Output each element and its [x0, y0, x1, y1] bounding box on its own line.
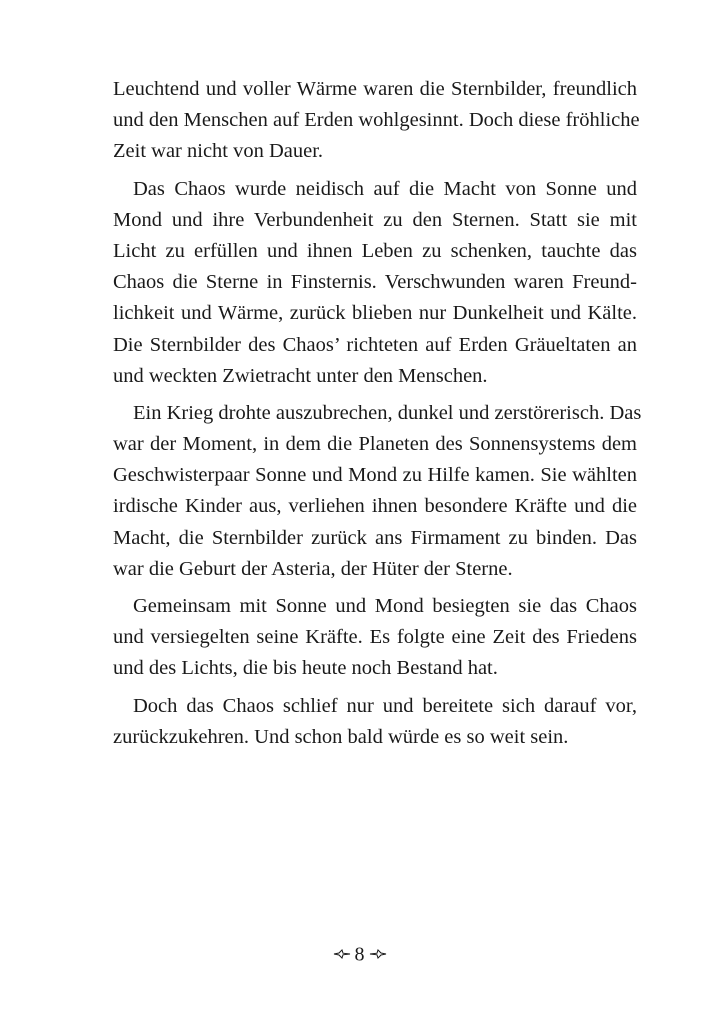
- body-text: [113, 74, 642, 753]
- text-line: war der Moment, in dem die Planeten des Sonnensystems dem: [113, 433, 637, 456]
- text-line: irdische Kinder aus, verliehen ihnen besondere Kräfte und die: [113, 495, 637, 518]
- paragraph-2: [113, 174, 637, 392]
- star-ornament-icon: [369, 947, 387, 961]
- text-line: und weckten Zwietracht unter den Menschen.: [113, 364, 488, 387]
- paragraph-3: [113, 398, 642, 585]
- page-folio: [0, 938, 719, 969]
- text-line: und den Menschen auf Erden wohlgesinnt. Doch diese fröhliche: [113, 109, 640, 132]
- text-line: und des Lichts, die bis heute noch Bestand hat.: [113, 657, 498, 680]
- paragraph-1: [113, 74, 640, 168]
- text-line: Doch das Chaos schlief nur und bereitete sich darauf vor,: [133, 694, 637, 717]
- text-line: Zeit war nicht von Dauer.: [113, 140, 324, 163]
- page-number: 8: [354, 943, 365, 966]
- text-line: lichkeit und Wärme, zurück blieben nur Dunkelheit und Kälte.: [113, 302, 637, 325]
- paragraph-5: [113, 691, 637, 753]
- text-line: Das Chaos wurde neidisch auf die Macht von Sonne und: [133, 177, 637, 200]
- paragraph-4: [113, 591, 637, 685]
- star-ornament-icon: [333, 947, 351, 961]
- text-line: Chaos die Sterne in Finsternis. Verschwunden waren Freund-: [113, 271, 637, 294]
- text-line: Geschwisterpaar Sonne und Mond zu Hilfe kamen. Sie wählten: [113, 464, 637, 487]
- text-line: Licht zu erfüllen und ihnen Leben zu schenken, tauchte das: [113, 239, 637, 262]
- text-line: Die Sternbilder des Chaos’ richteten auf Erden Gräueltaten an: [113, 333, 637, 356]
- text-line: Mond und ihre Verbundenheit zu den Sternen. Statt sie mit: [113, 208, 637, 231]
- text-line: Macht, die Sternbilder zurück ans Firmament zu binden. Das: [113, 526, 637, 549]
- text-line: und versiegelten seine Kräfte. Es folgte eine Zeit des Friedens: [113, 626, 637, 649]
- text-line: zurückzukehren. Und schon bald würde es so weit sein.: [113, 725, 569, 748]
- text-line: war die Geburt der Asteria, der Hüter der Sterne.: [113, 557, 513, 580]
- text-line: Gemeinsam mit Sonne und Mond besiegten sie das Chaos: [133, 595, 637, 617]
- text-line: Ein Krieg drohte auszubrechen, dunkel und zerstörerisch. Das: [133, 401, 642, 424]
- text-line: Leuchtend und voller Wärme waren die Sternbilder, freundlich: [113, 78, 637, 100]
